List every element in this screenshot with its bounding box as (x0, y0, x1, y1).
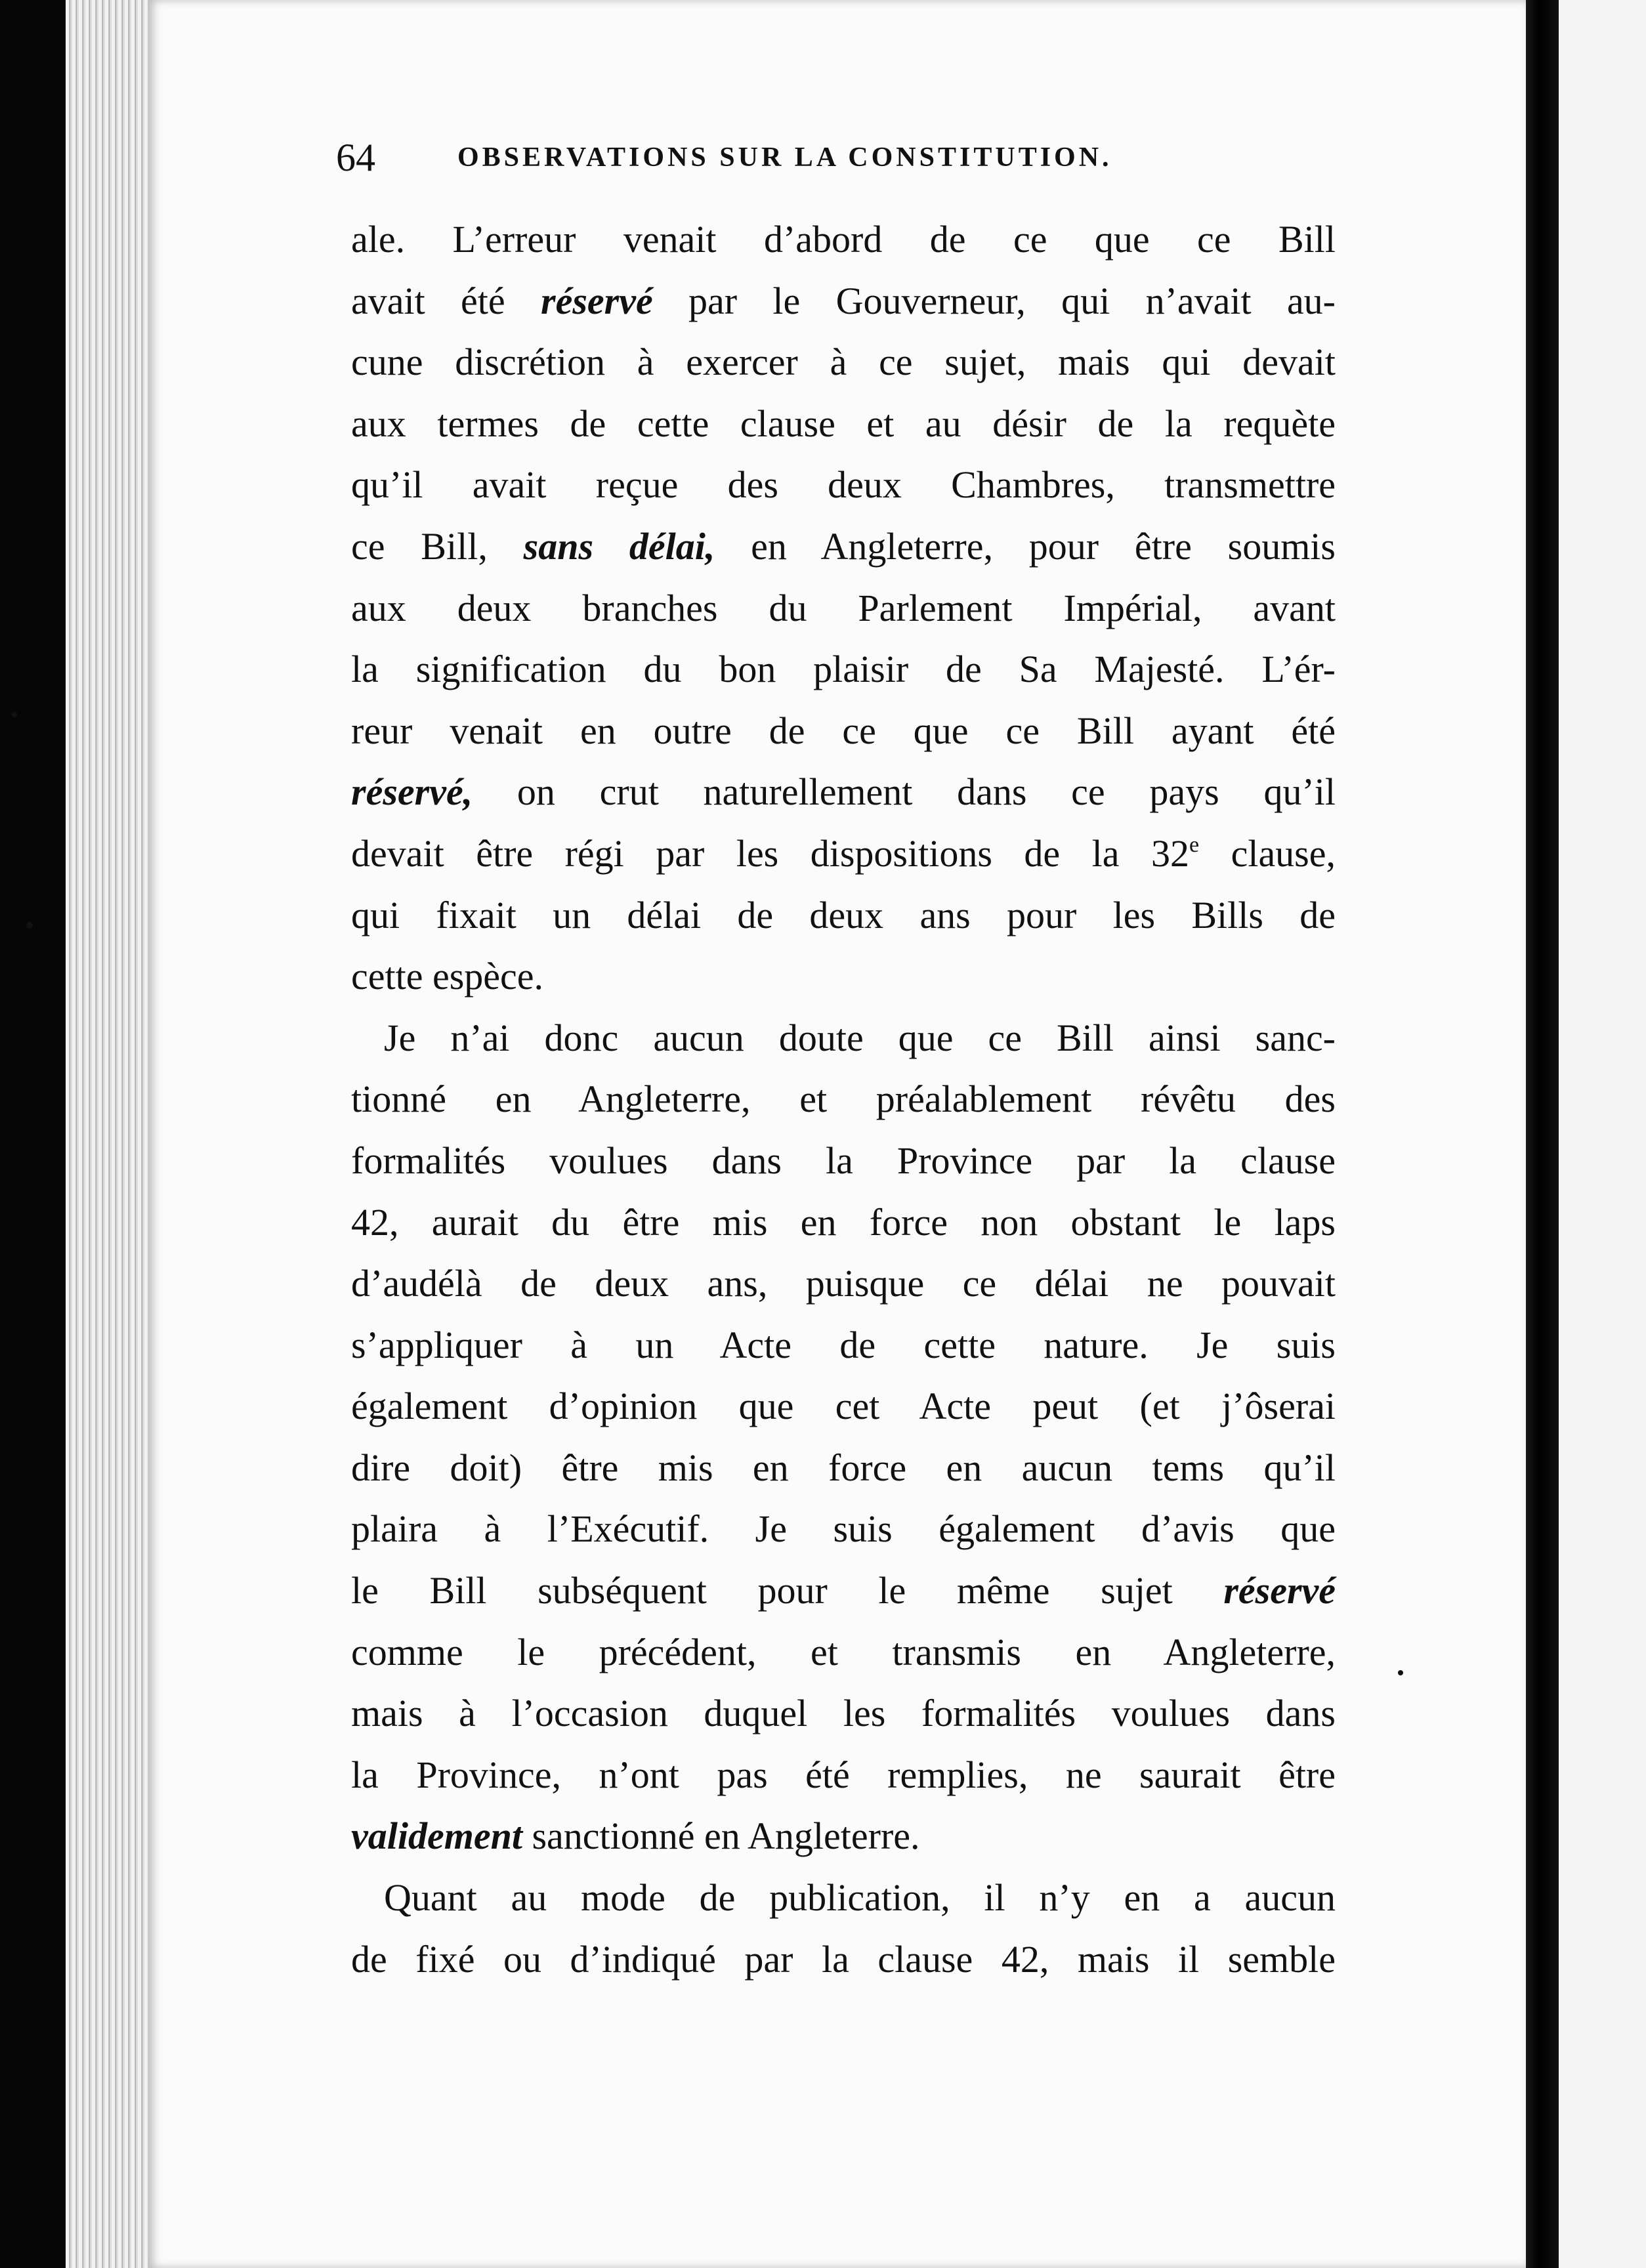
text-segment: le Bill subséquent pour le même sujet (351, 1569, 1224, 1612)
text-line: plaira à l’Exécutif. Je suis également d’avis que (351, 1507, 1336, 1551)
text-segment: devait être régi par les dispositions de la 32 (351, 831, 1189, 875)
superscript-text: e (1189, 832, 1200, 857)
body-text (351, 209, 1336, 1990)
text-segment: par le Gouverneur, qui n’avait au- (652, 279, 1336, 322)
text-line: mais à l’occasion duquel les formalités voulues dans (351, 1692, 1336, 1735)
text-segment: ce Bill, (351, 524, 524, 568)
text-line: 42, aurait du être mis en force non obstant le laps (351, 1200, 1336, 1244)
text-line: la Province, n’ont pas été remplies, ne saurait être (351, 1753, 1336, 1796)
text-line: qu’il avait reçue des deux Chambres, transmettre (351, 463, 1336, 507)
italic-text: réservé (541, 279, 653, 322)
page-number: 64 (336, 136, 375, 179)
text-line: cette espèce. (351, 955, 544, 998)
text-line: Je n’ai donc aucun doute que ce Bill ainsi sanc- (384, 1016, 1336, 1059)
binding-gutter (1526, 0, 1559, 2268)
text-segment: en Angleterre, pour être soumis (715, 524, 1336, 568)
text-line: reur venait en outre de ce que ce Bill ayant été (351, 709, 1336, 752)
text-line: aux deux branches du Parlement Impérial, avant (351, 586, 1336, 629)
text-line (351, 1560, 1336, 1622)
text-segment: avait été (351, 279, 541, 322)
text-line: cune discrétion à exercer à ce sujet, mais qui devait (351, 341, 1336, 384)
running-title: OBSERVATIONS SUR LA CONSTITUTION. (457, 142, 1112, 173)
italic-text: réservé (1223, 1569, 1336, 1612)
text-line (351, 270, 1336, 332)
italic-text: sans délai, (523, 524, 715, 568)
text-line: également d’opinion que cet Acte peut (et j’ôserai (351, 1385, 1336, 1428)
text-segment: clause, (1199, 831, 1336, 875)
italic-text: réservé, (351, 770, 473, 814)
text-line (351, 823, 1336, 885)
scan-speck (26, 922, 33, 929)
text-line: comme le précédent, et transmis en Angleterre, (351, 1630, 1336, 1673)
text-line: qui fixait un délai de deux ans pour les Bills de (351, 893, 1336, 936)
text-line: Quant au mode de publication, il n’y en a aucun (384, 1876, 1336, 1920)
text-line: la signification du bon plaisir de Sa Majesté. L’ér- (351, 648, 1336, 691)
text-line (351, 761, 1336, 823)
facing-page (1559, 0, 1646, 2268)
text-line: dire doit) être mis en force en aucun tems qu’il (351, 1446, 1336, 1489)
text-line: de fixé ou d’indiqué par la clause 42, mais il semble (351, 1937, 1336, 1981)
text-line: d’audélà de deux ans, puisque ce délai ne pouvait (351, 1262, 1336, 1305)
text-line: s’appliquer à un Acte de cette nature. Je suis (351, 1323, 1336, 1366)
text-segment: sanctionné en Angleterre. (522, 1815, 920, 1858)
scan-speck (12, 712, 17, 717)
text-line (351, 1805, 1336, 1867)
italic-text: validement (351, 1815, 522, 1858)
page-header (336, 128, 1347, 187)
text-line: aux termes de cette clause et au désir de la requète (351, 402, 1336, 445)
text-line: ale. L’erreur venait d’abord de ce que ce Bill (351, 218, 1336, 261)
scan-speck (1398, 1670, 1403, 1675)
text-line: tionné en Angleterre, et préalablement révêtu des (351, 1078, 1336, 1121)
text-line: formalités voulues dans la Province par la clause (351, 1139, 1336, 1182)
page-edges (66, 0, 151, 2268)
text-segment: on crut naturellement dans ce pays qu’il (473, 770, 1336, 814)
text-line (351, 516, 1336, 578)
